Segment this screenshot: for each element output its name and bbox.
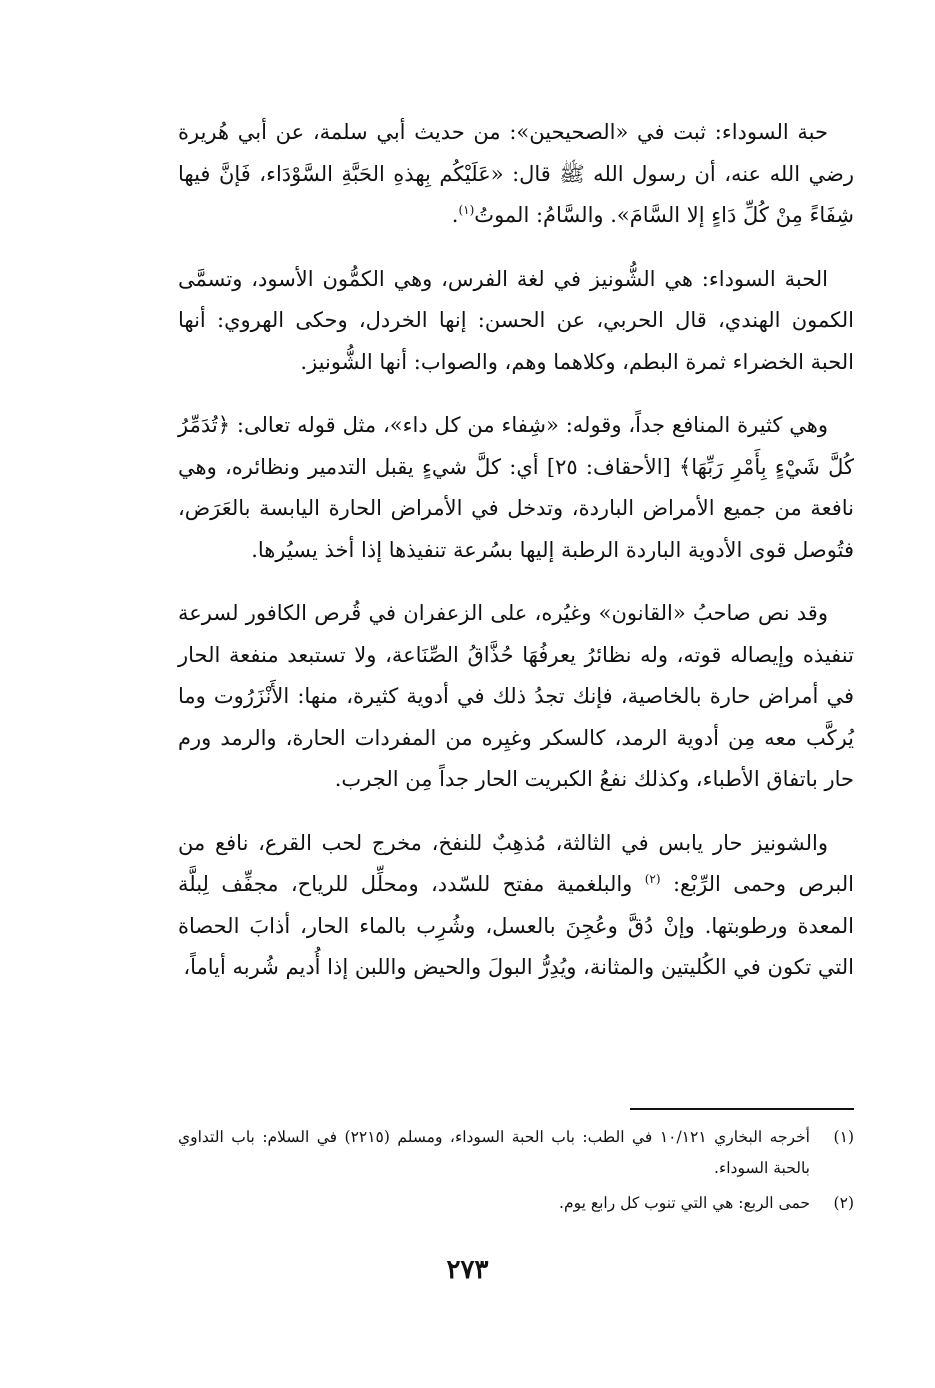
paragraph-text-before-note: والشونيز حار يابس في الثالثة، مُذهِبٌ للنفخ، مخرج لحب القرع، نافع من البرص وحمى الرِّبْع: <box>178 830 854 896</box>
paragraph-shuniz-definition <box>178 259 854 384</box>
paragraph-end-punctuation: . <box>451 203 459 227</box>
paragraph-text: وهي كثيرة المنافع جداً، وقوله: «شِفاء من كل داء»، مثل قوله تعالى: ﴿تُدَمِّرُ كُلَّ شَيْءٍ بِأَمْرِ رَبِّهَا﴾ [الأحقاف: ٢٥] أي: كلَّ شيءٍ يقبل التدمير ونظائره، وهي نافعة من جميع الأمراض الباردة، وتدخل في الأمراض الحارة اليابسة بالعَرَض، فتُوصل قوى الأدوية الباردة الرطبة إليها بسُرعة تنفيذها إذا أخذ يسيُرها. <box>178 413 854 562</box>
paragraph-text: والبلغمية مفتح للسّدد، ومحلِّل للرياح، مجفِّف لِبلَّة المعدة ورطوبتها. وإنْ دُقَّ وعُجِنَ بالعسل، وشُرِب بالماء الحار، أذابَ الحصاة التي تكون في الكُليتين والمثانة، ويُدِرُّ البولَ والحيض واللبن إذا أُديم شُربه أياماً، <box>178 872 854 979</box>
footnote-text: حمى الربع: هي التي تنوب كل رابع يوم. <box>559 1194 810 1212</box>
paragraph-text: حبة السوداء: ثبت في «الصحيحين»: من حديث أبي سلمة، عن أبي هُريرة رضي الله عنه، أن رسول الله ﷺ قال: «عَلَيْكُم بِهذهِ الحَبَّةِ السَّوْدَاء، فَإنَّ فيها شِفَاءً مِنْ كُلِّ دَاءٍ إلا السَّامَ». والسَّامُ: الموتُ <box>178 120 854 227</box>
main-text <box>178 112 854 1011</box>
paragraph-text: وقد نص صاحبُ «القانون» وغيُره، على الزعفران في قُرص الكافور لسرعة تنفيذه وإيصاله قوته، وله نظائرُ يعرفُهَا حُذَّاقُ الصِّنَاعة، ولا تستبعد منفعة الحار في أمراض حارة بالخاصية، فإنك تجدُ ذلك في أدوية كثيرة، منها: الأَنْزَرُوت وما يُركَّب معه مِن أدوية الرمد، كالسكر وغيِره من المفردات الحارة، والرمد ورم حار باتفاق الأطباء، وكذلك نفعُ الكبريت الحار جداً مِن الجرب. <box>178 601 854 791</box>
paragraph-properties <box>178 823 854 989</box>
paragraph-habbat-sawda-hadith <box>178 112 854 237</box>
page-number: ٢٧٣ <box>446 1255 489 1285</box>
footnote-number: (١) <box>833 1128 854 1146</box>
footnote-text: أخرجه البخاري ١٠/١٢١ في الطب: باب الحبة السوداء، ومسلم (٢٢١٥) في السلام: باب التداوي بالحبة السوداء. <box>178 1128 810 1177</box>
footnote-1 <box>178 1122 854 1184</box>
footnote-number: (٢) <box>833 1194 854 1212</box>
footnote-reference-1: (١) <box>458 203 475 217</box>
paragraph-text: الحبة السوداء: هي الشُّونيز في لغة الفرس، وهي الكمُّون الأسود، وتسمَّى الكمون الهندي، قال الحربي، عن الحسن: إنها الخردل، وحكى الهروي: أنها الحبة الخضراء ثمرة البطم، وكلاهما وهم، والصواب: أنها الشُّونيز. <box>178 266 854 374</box>
footnote-divider <box>630 1108 854 1110</box>
paragraph-qanun <box>178 593 854 801</box>
footnote-reference-2: (٢) <box>644 872 661 886</box>
footnotes <box>178 1122 854 1223</box>
paragraph-benefits <box>178 405 854 571</box>
footnote-2 <box>178 1188 854 1219</box>
